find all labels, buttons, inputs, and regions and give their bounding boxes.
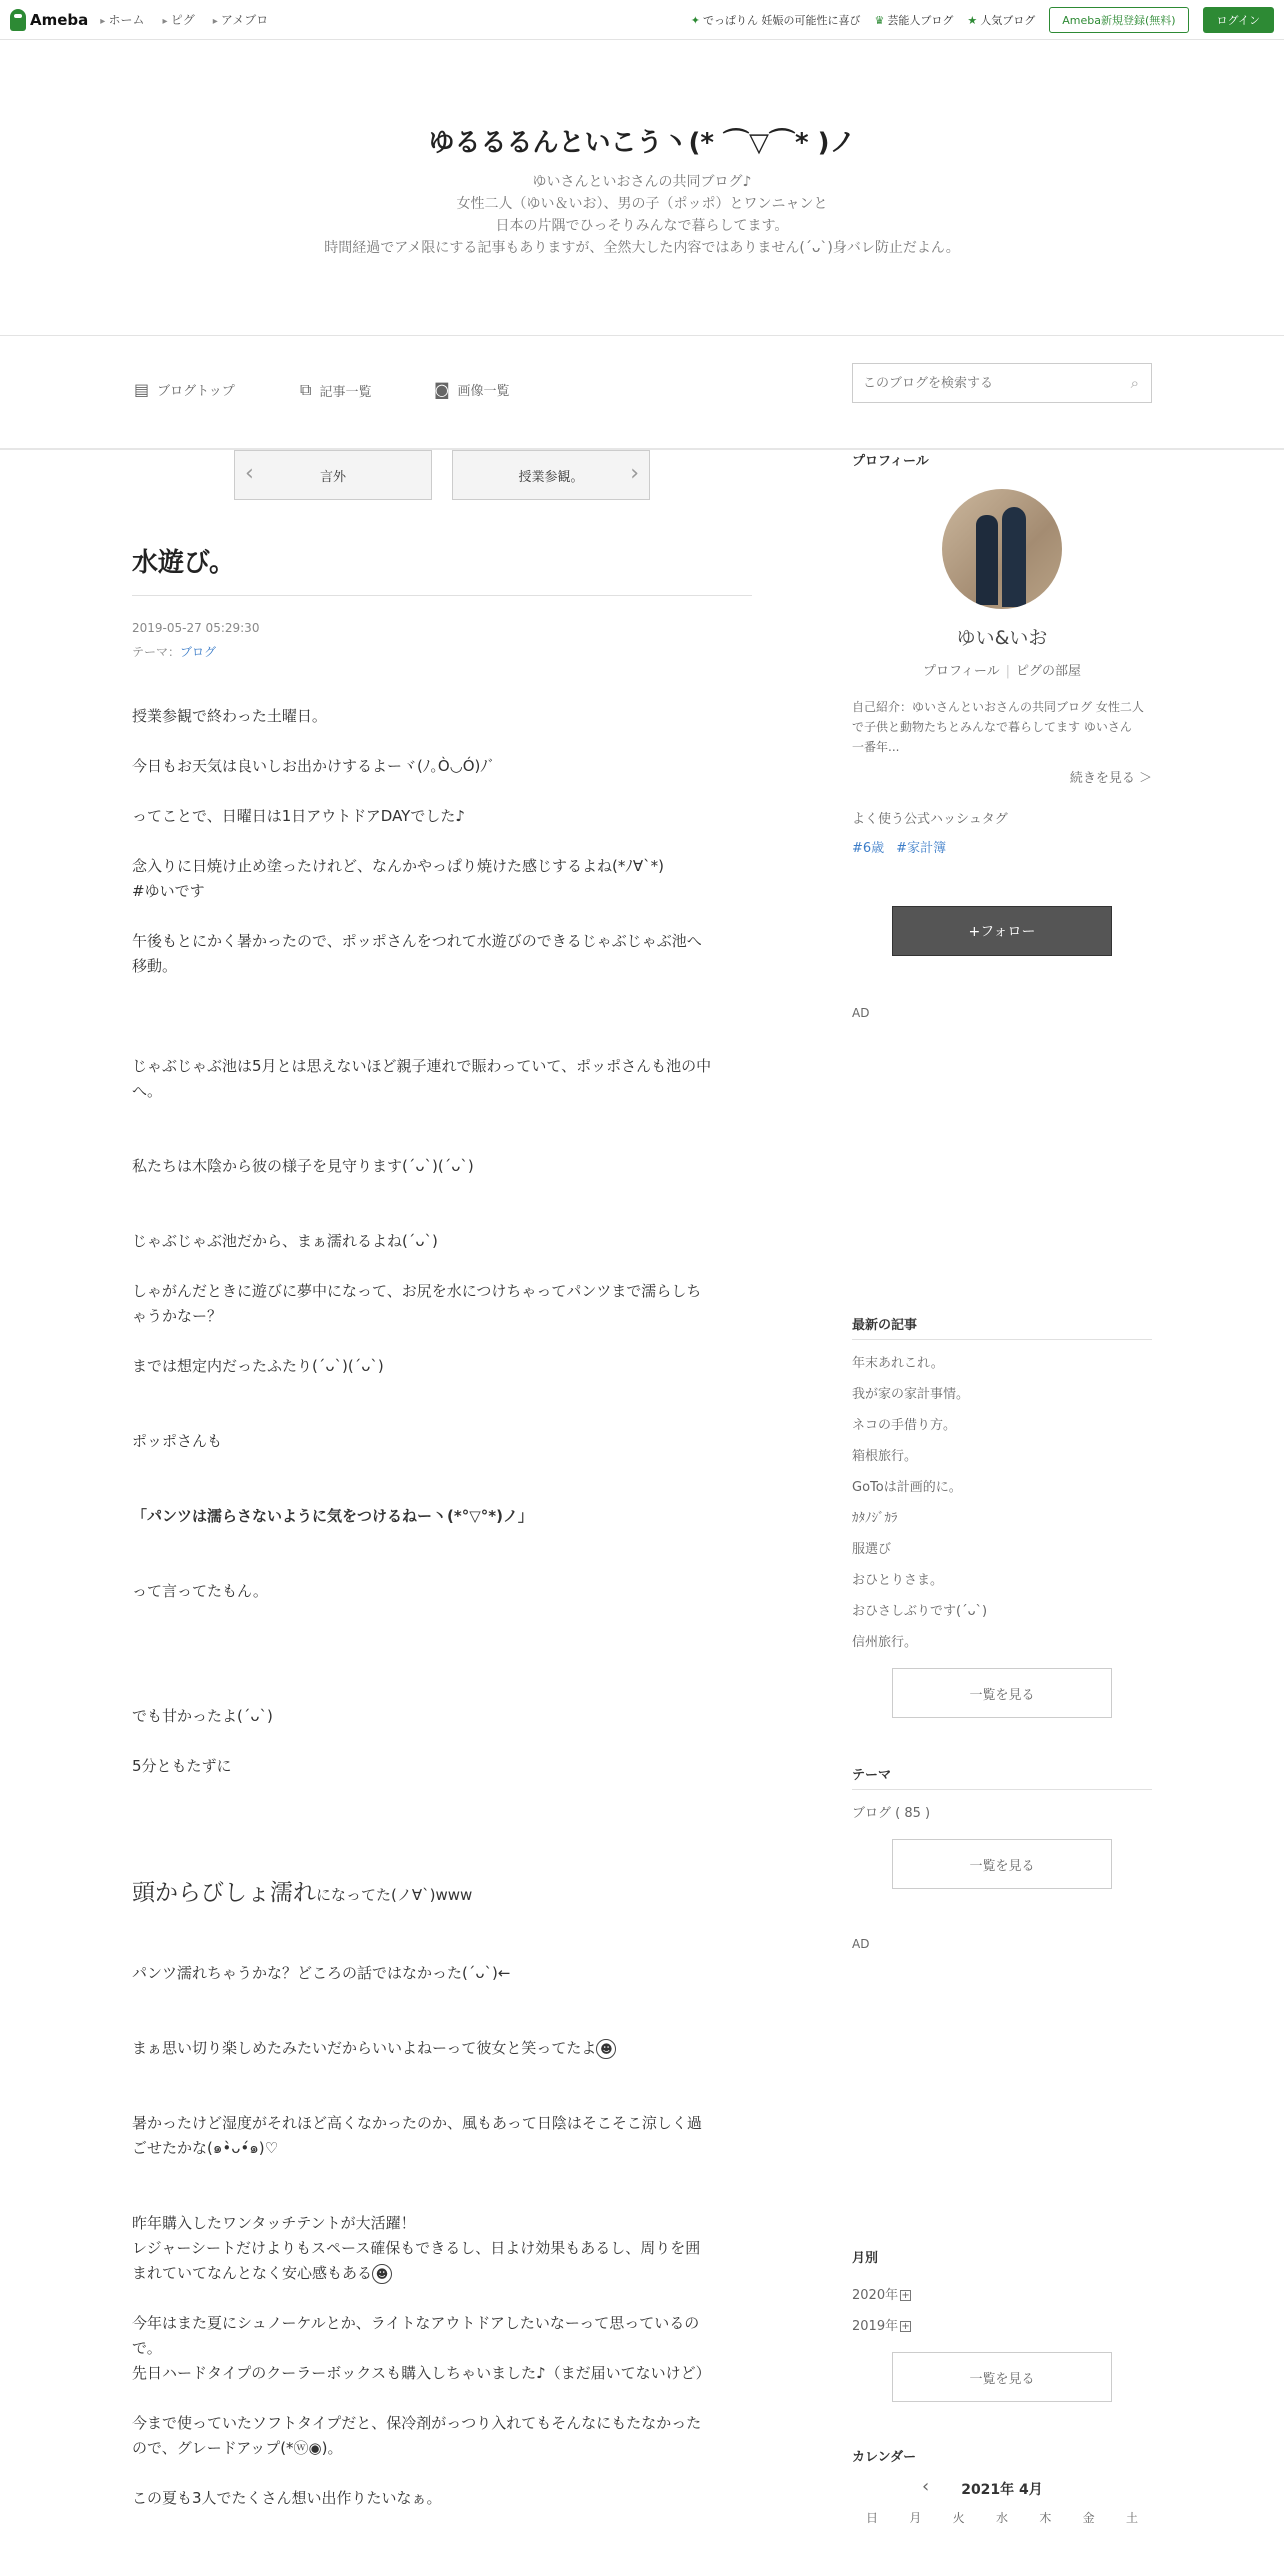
weekday: 土 — [1125, 2511, 1138, 2525]
copy-icon: ⧉ — [300, 380, 312, 399]
paragraph: 先日ハードタイプのクーラーボックスも購入しちゃいました♪（まだ届いてないけど） — [132, 2364, 711, 2382]
blog-header — [0, 40, 1284, 336]
paragraph — [132, 2036, 752, 2061]
next-article-button[interactable] — [452, 450, 650, 500]
paragraph: へ。 — [132, 1082, 163, 1100]
paragraph: 午後もとにかく暑かったので、ポッポさんをつれて水遊びのできるじゃぶじゃぶ池へ — [132, 932, 702, 950]
chevron-left-icon: ‹ — [245, 461, 254, 486]
expand-icon[interactable]: + — [901, 2321, 910, 2332]
blog-description — [0, 171, 1284, 259]
blog-tabs — [0, 336, 1284, 450]
paragraph: って言ってたもん。 — [132, 1582, 268, 1600]
year-item[interactable] — [852, 2280, 1152, 2311]
recent-list — [852, 1348, 1152, 1658]
recent-item[interactable]: 箱根旅行。 — [852, 1449, 918, 1464]
prev-article-label: 言外 — [319, 469, 346, 485]
paragraph: で。 — [132, 2339, 162, 2357]
profile-heading: プロフィール — [852, 454, 929, 469]
paragraph: 念入りに日焼け止め塗ったけれど、なんかやっぱり焼けた感じするよね(*ﾉ∀`*) — [132, 857, 664, 875]
chevron-left-icon[interactable]: ‹ — [922, 2476, 930, 2497]
theme-label: テーマ： — [132, 645, 181, 659]
read-more-link[interactable]: 続きを見る ＞ — [1069, 771, 1152, 786]
paragraph: 移動。 — [132, 957, 178, 975]
monthly-list — [852, 2280, 1152, 2342]
calendar-month — [852, 2476, 1152, 2499]
recent-item[interactable]: 服選び — [852, 1542, 892, 1557]
prev-article-button[interactable] — [234, 450, 432, 500]
ameba-logo-text: Ameba — [30, 10, 89, 29]
calendar-heading: カレンダー — [852, 2450, 917, 2465]
sidebar — [852, 450, 1152, 2526]
search-icon[interactable]: ⌕ — [1130, 374, 1139, 392]
recent-item[interactable]: GoToは計画的に。 — [852, 1480, 962, 1495]
paragraph — [132, 1877, 752, 1911]
sparkle-icon: ✦ — [690, 13, 700, 27]
nav-ameblo[interactable]: ▸ アメブロ — [213, 11, 268, 28]
recent-item[interactable]: おひとりさま。 — [852, 1573, 944, 1588]
paragraph: でも甘かったよ(´ᴗ`) — [132, 1707, 273, 1725]
paragraph: までは想定内だったふたり(´ᴗ`)(´ᴗ`) — [132, 1357, 384, 1375]
paragraph-text: まぁ思い切り楽しめたみたいだからいいよねーって彼女と笑ってたよ — [132, 2039, 597, 2057]
global-header — [0, 0, 1284, 40]
news-link[interactable] — [691, 12, 861, 28]
camera-icon: ◙ — [434, 380, 450, 399]
blog-desc-line: 日本の片隅でひっそりみんなで暮らしてます。 — [495, 218, 789, 234]
hashtag-heading: よく使う公式ハッシュタグ — [852, 812, 1008, 827]
hashtag-line: #ゆいです — [132, 882, 205, 900]
year-item[interactable] — [852, 2311, 1152, 2342]
article-pager — [132, 450, 752, 500]
recent-item[interactable]: ｶﾀﾉｼﾞｶﾗ — [852, 1511, 898, 1526]
year-label: 2019年 — [852, 2319, 899, 2334]
blog-search — [852, 363, 1152, 403]
blog-desc-line: 時間経過でアメ限にする記事もありますが、全然大した内容ではありません(´ᴗ`)身バレ防止だよん。 — [324, 240, 960, 256]
popular-blog-label: 人気ブログ — [980, 13, 1036, 27]
silhouette-left — [976, 515, 998, 605]
tab-image-list-label: 画像一覧 — [457, 384, 510, 399]
recent-item[interactable]: 我が家の家計事情。 — [852, 1387, 970, 1402]
paragraph-tail: になってた(ノ∀`)www — [316, 1886, 473, 1904]
theme-item[interactable]: ブログ ( 85 ) — [852, 1806, 931, 1821]
recent-item[interactable]: ネコの手借り方。 — [852, 1418, 957, 1433]
paragraph: 5分ともたずに — [132, 1757, 232, 1775]
year-label: 2020年 — [852, 2288, 899, 2303]
paragraph: 授業参観で終わった土曜日。 — [132, 707, 327, 725]
recent-item[interactable]: おひさしぶりです(´ᴗ`) — [852, 1604, 988, 1619]
profile-link[interactable]: プロフィール — [922, 664, 1000, 679]
monthly-heading: 月別 — [852, 2251, 879, 2266]
weekday: 火 — [952, 2511, 965, 2525]
document-icon: ▤ — [134, 380, 150, 399]
crown-icon: ♛ — [874, 13, 885, 27]
blog-title[interactable]: ゆるるるんといこう丶(* ⌒▽⌒* )ノ — [428, 128, 856, 158]
popular-blog-link[interactable] — [967, 12, 1035, 28]
paragraph: じゃぶじゃぶ池は5月とは思えないほど親子連れで賑わっていて、ポッポさんも池の中 — [132, 1057, 712, 1075]
nav-pigg[interactable]: ▸ ピグ — [163, 11, 195, 28]
article-body — [132, 704, 752, 2511]
nav-home[interactable]: ▸ ホーム — [100, 11, 144, 28]
paragraph: この夏も3人でたくさん想い出作りたいなぁ。 — [132, 2489, 442, 2507]
paragraph: しゃがんだときに遊びに夢中になって、お尻を水につけちゃってパンツまで濡らしち — [132, 1282, 702, 1300]
profile-name[interactable]: ゆい&いお — [956, 627, 1048, 649]
recent-see-all-button[interactable]: 一覧を見る — [892, 1668, 1112, 1718]
paragraph: 今年はまた夏にシュノーケルとか、ライトなアウトドアしたいなーって思っているの — [132, 2314, 700, 2332]
hashtag-link[interactable]: #家計簿 — [896, 841, 947, 856]
ameba-logo-icon — [10, 9, 26, 31]
paragraph: ってことで、日曜日は1日アウトドアDAYでした♪ — [132, 807, 465, 825]
paragraph: じゃぶじゃぶ池だから、まぁ濡れるよね(´ᴗ`) — [132, 1232, 438, 1250]
celebrity-blog-link[interactable] — [874, 12, 953, 28]
hashtag-list — [852, 837, 1152, 856]
article-date: 2019-05-27 05:29:30 — [132, 621, 260, 635]
header-links — [691, 7, 1274, 33]
register-button[interactable]: Ameba新規登録(無料) — [1049, 7, 1188, 33]
recent-item[interactable]: 信州旅行。 — [852, 1635, 918, 1650]
tab-article-list-label: 記事一覧 — [319, 384, 372, 400]
ad-label: AD — [852, 1006, 870, 1020]
tab-image-list[interactable] — [434, 380, 510, 399]
smile-emoji-icon: ☻ — [372, 2264, 392, 2284]
theme-heading: テーマ — [852, 1764, 1152, 1790]
paragraph: レジャーシートだけよりもスペース確保もできるし、日よけ効果もあるし、周りを囲 — [132, 2239, 701, 2257]
paragraph: 今日もお天気は良いしお出かけするよーヾ(ﾉ｡Ò◡Ó)ﾉﾞ — [132, 757, 496, 775]
weekday: 日 — [866, 2511, 879, 2525]
blog-desc-line: ゆいさんといおさんの共同ブログ♪ — [532, 174, 752, 190]
emphasis-text: 頭からびしょ濡れ — [132, 1880, 316, 1906]
avatar[interactable] — [942, 489, 1062, 609]
paragraph: パンツ濡れちゃうかな？どころの話ではなかった(´ᴗ`)← — [132, 1964, 511, 1982]
blog-desc-line: 女性二人（ゆい＆いお）、男の子（ポッポ）とワンニャンと — [456, 196, 828, 212]
divider: | — [1005, 664, 1011, 679]
paragraph: ポッポさんも — [132, 1432, 223, 1450]
ad-label: AD — [852, 1937, 870, 1951]
recent-heading: 最新の記事 — [852, 1314, 1152, 1340]
monthly-see-all-button[interactable]: 一覧を見る — [892, 2352, 1112, 2402]
profile-links — [852, 660, 1152, 679]
paragraph: ゃうかなー？ — [132, 1307, 223, 1325]
news-link-label: でっぱりん 妊娠の可能性に喜び — [702, 13, 861, 27]
star-icon: ★ — [967, 13, 978, 27]
article — [132, 450, 752, 2511]
paragraph: ので、グレードアップ(*ⓦ◉)。 — [132, 2439, 343, 2457]
weekday: 月 — [909, 2511, 922, 2525]
tab-article-list[interactable] — [300, 380, 371, 400]
global-nav — [100, 11, 268, 28]
tab-blog-top-label: ブログトップ — [157, 384, 235, 399]
theme-link[interactable]: ブログ — [180, 645, 217, 659]
paragraph: 今まで使っていたソフトタイプだと、保冷剤がっつり入れてもそんなにもたなかった — [132, 2414, 702, 2432]
hashtag-link[interactable]: #6歳 — [852, 841, 885, 856]
smile-emoji-icon: ☻ — [596, 2039, 616, 2059]
celebrity-blog-label: 芸能人ブログ — [887, 13, 954, 27]
calendar-month-label: 2021年 4月 — [961, 2482, 1043, 2498]
silhouette-right — [1002, 507, 1026, 607]
tab-blog-top[interactable] — [134, 380, 235, 399]
article-title[interactable]: 水遊び。 — [132, 542, 752, 596]
paragraph: 私たちは木陰から彼の様子を見守ります(´ᴗ`)(´ᴗ`) — [132, 1157, 474, 1175]
paragraph: 暑かったけど湿度がそれほど高くなかったのか、風もあって日陰はそこそこ涼しく過 — [132, 2114, 702, 2132]
follow-button[interactable]: +フォロー — [892, 906, 1112, 956]
pigg-room-link[interactable]: ピグの部屋 — [1016, 664, 1082, 679]
paragraph-text: まれていてなんとなく安心感もある — [132, 2264, 373, 2282]
profile-intro: 自己紹介：ゆいさんといおさんの共同ブログ 女性二人で子供と動物たちとみんなで暮らしてます ゆいさん 一番年... — [852, 700, 1144, 754]
chevron-right-icon: › — [630, 461, 639, 486]
next-article-label: 授業参観。 — [518, 469, 584, 485]
ameba-logo[interactable] — [10, 9, 88, 31]
weekday: 水 — [995, 2511, 1008, 2525]
blog-search-input[interactable] — [853, 364, 1115, 402]
weekday: 金 — [1082, 2511, 1095, 2525]
bold-quote: 「パンツは濡らさないように気をつけるねー丶(*°▽°*)ノ」 — [132, 1507, 533, 1525]
article-theme — [132, 640, 752, 664]
article-meta — [132, 616, 752, 664]
theme-list — [852, 1798, 1152, 1829]
paragraph: 昨年購入したワンタッチテントが大活躍！ — [132, 2214, 416, 2232]
expand-icon[interactable]: + — [901, 2290, 910, 2301]
calendar-weekdays — [852, 2509, 1152, 2526]
recent-item[interactable]: 年末あれこれ。 — [852, 1356, 944, 1371]
theme-see-all-button[interactable]: 一覧を見る — [892, 1839, 1112, 1889]
login-button[interactable]: ログイン — [1203, 7, 1274, 33]
paragraph: ごせたかな(๑•̀ᴗ•́๑)♡ — [132, 2139, 279, 2157]
weekday: 木 — [1039, 2511, 1052, 2525]
paragraph — [132, 2261, 752, 2286]
